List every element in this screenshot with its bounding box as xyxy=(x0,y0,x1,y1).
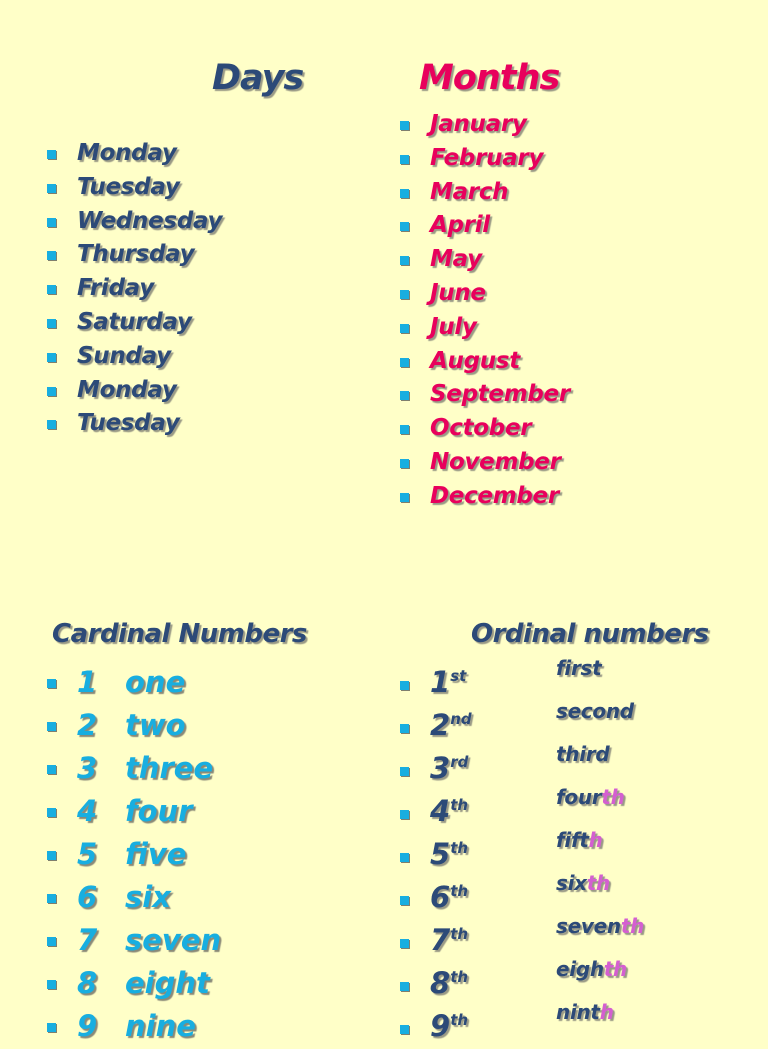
day-label: Monday xyxy=(77,376,177,403)
cardinal-digit: 9 xyxy=(77,1009,98,1043)
month-label: August xyxy=(430,347,520,374)
bullet-icon xyxy=(400,121,409,130)
ordinal-word-base: seven xyxy=(556,914,621,938)
ordinal-digit: 5 xyxy=(430,837,451,871)
ordinal-suffix: st xyxy=(450,667,467,685)
cardinal-digit: 3 xyxy=(77,751,98,785)
bullet-icon xyxy=(47,765,56,774)
ordinal-word-base: third xyxy=(556,742,610,766)
month-label: October xyxy=(430,415,532,442)
cardinal-digit: 8 xyxy=(77,966,98,1000)
month-label: April xyxy=(430,212,490,239)
list-item xyxy=(400,108,570,142)
ordinal-word-suffix: th xyxy=(603,957,627,981)
days-heading: Days xyxy=(212,58,304,98)
ordinal-word xyxy=(556,955,627,983)
bullet-icon xyxy=(400,324,409,333)
month-label: May xyxy=(430,246,482,273)
ordinal-suffix: nd xyxy=(450,710,472,728)
day-label: Monday xyxy=(77,140,177,166)
list-item xyxy=(400,1000,740,1049)
list-item xyxy=(47,704,367,747)
list-item xyxy=(47,272,222,306)
list-item xyxy=(400,176,570,210)
bullet-icon xyxy=(400,358,409,367)
list-item xyxy=(47,407,222,441)
ordinal-suffix: th xyxy=(450,882,469,900)
ordinal-number xyxy=(430,666,466,698)
cardinal-digit: 6 xyxy=(77,880,98,914)
list-item xyxy=(47,374,222,408)
bullet-icon xyxy=(47,937,56,946)
list-item xyxy=(400,243,570,277)
bullet-icon xyxy=(400,493,409,502)
list-item xyxy=(400,345,570,379)
cardinal-digit: 4 xyxy=(77,794,98,828)
ordinal-suffix: th xyxy=(450,839,469,857)
ordinal-word xyxy=(556,912,644,940)
list-item xyxy=(47,962,367,1005)
ordinal-digit: 3 xyxy=(430,751,451,785)
ordinal-number xyxy=(430,838,468,870)
ordinal-word-base: second xyxy=(556,699,634,723)
list-item xyxy=(47,833,367,876)
list-item xyxy=(47,790,367,833)
list-item xyxy=(47,661,367,704)
ordinal-digit: 1 xyxy=(430,665,451,699)
day-label: Thursday xyxy=(77,241,195,268)
day-label: Wednesday xyxy=(77,207,223,234)
cardinal-word: six xyxy=(125,880,171,914)
bullet-icon xyxy=(400,724,409,733)
bullet-icon xyxy=(47,679,56,688)
bullet-icon xyxy=(400,222,409,231)
ordinal-suffix: th xyxy=(450,925,469,943)
bullet-icon xyxy=(400,189,409,198)
months-heading: Months xyxy=(419,58,560,98)
bullet-icon xyxy=(400,767,409,776)
cardinal-list xyxy=(47,661,367,1048)
cardinal-word: two xyxy=(125,708,186,742)
bullet-icon xyxy=(400,459,409,468)
bullet-icon xyxy=(400,425,409,434)
month-label: July xyxy=(430,313,477,340)
ordinal-word xyxy=(556,697,634,725)
list-item xyxy=(400,277,570,311)
ordinal-number xyxy=(430,967,468,999)
list-item xyxy=(47,747,367,790)
bullet-icon xyxy=(400,290,409,299)
ordinal-word xyxy=(556,740,609,768)
list-item xyxy=(47,1005,367,1048)
list-item xyxy=(47,238,222,272)
months-list xyxy=(400,108,570,514)
bullet-icon xyxy=(400,1025,409,1034)
bullet-icon xyxy=(47,184,56,193)
ordinal-suffix: th xyxy=(450,968,469,986)
month-label: March xyxy=(430,178,509,205)
list-item xyxy=(47,137,222,171)
list-item xyxy=(47,876,367,919)
list-item xyxy=(47,306,222,340)
ordinal-word-base: first xyxy=(556,656,602,680)
cardinal-word: four xyxy=(125,794,193,828)
ordinal-digit: 9 xyxy=(430,1009,451,1043)
cardinal-digit: 5 xyxy=(77,837,98,871)
ordinal-word-suffix: th xyxy=(586,871,610,895)
day-label: Tuesday xyxy=(77,173,180,200)
bullet-icon xyxy=(400,982,409,991)
ordinal-digit: 7 xyxy=(430,923,451,957)
bullet-icon xyxy=(400,681,409,690)
day-label: Sunday xyxy=(77,342,171,369)
bullet-icon xyxy=(400,256,409,265)
ordinal-digit: 6 xyxy=(430,880,451,914)
ordinal-suffix: th xyxy=(450,1011,469,1029)
ordinal-heading: Ordinal numbers xyxy=(471,619,709,649)
month-label: January xyxy=(430,111,527,137)
ordinal-number xyxy=(430,881,468,913)
cardinal-digit: 7 xyxy=(77,923,98,957)
bullet-icon xyxy=(47,1023,56,1032)
list-item xyxy=(400,446,570,480)
bullet-icon xyxy=(47,420,56,429)
cardinal-word: seven xyxy=(125,923,222,957)
bullet-icon xyxy=(47,251,56,260)
ordinal-word-suffix: th xyxy=(620,914,645,938)
ordinal-suffix: th xyxy=(450,796,469,814)
ordinal-word-suffix: h xyxy=(599,1000,614,1024)
bullet-icon xyxy=(47,808,56,817)
ordinal-word-suffix: h xyxy=(588,828,603,852)
day-label: Saturday xyxy=(77,308,192,335)
cardinal-word: three xyxy=(125,751,214,785)
ordinal-suffix: rd xyxy=(450,753,469,771)
month-label: September xyxy=(430,381,570,408)
day-label: Friday xyxy=(77,275,154,302)
cardinal-word: one xyxy=(125,665,186,699)
ordinal-word-base: four xyxy=(556,785,602,809)
ordinal-list xyxy=(400,656,740,1049)
bullet-icon xyxy=(400,853,409,862)
bullet-icon xyxy=(47,353,56,362)
cardinal-word: nine xyxy=(125,1009,196,1043)
ordinal-number xyxy=(430,709,472,741)
days-list xyxy=(47,137,222,441)
bullet-icon xyxy=(47,150,56,159)
ordinal-number xyxy=(430,752,468,784)
bullet-icon xyxy=(47,319,56,328)
cardinal-word: five xyxy=(125,837,187,871)
bullet-icon xyxy=(47,980,56,989)
ordinal-word-base: nint xyxy=(556,1000,600,1024)
list-item xyxy=(400,412,570,446)
ordinal-word xyxy=(556,654,601,682)
cardinal-word: eight xyxy=(125,966,210,1000)
list-item xyxy=(400,142,570,176)
list-item xyxy=(400,378,570,412)
ordinal-word-base: eigh xyxy=(556,957,604,981)
list-item xyxy=(400,480,570,514)
ordinal-number xyxy=(430,924,468,956)
ordinal-digit: 2 xyxy=(430,708,451,742)
ordinal-digit: 4 xyxy=(430,794,451,828)
ordinal-word-base: fift xyxy=(556,828,589,852)
ordinal-word xyxy=(556,998,614,1026)
month-label: November xyxy=(430,448,561,475)
cardinal-heading: Cardinal Numbers xyxy=(52,619,307,649)
list-item xyxy=(400,311,570,345)
list-item xyxy=(47,205,222,239)
bullet-icon xyxy=(47,722,56,731)
bullet-icon xyxy=(47,894,56,903)
ordinal-word-suffix: th xyxy=(601,785,625,809)
day-label: Tuesday xyxy=(77,410,180,437)
ordinal-word xyxy=(556,869,610,897)
ordinal-number xyxy=(430,795,468,827)
list-item xyxy=(47,340,222,374)
bullet-icon xyxy=(47,285,56,294)
month-label: December xyxy=(430,482,559,509)
bullet-icon xyxy=(47,387,56,396)
bullet-icon xyxy=(400,155,409,164)
ordinal-word xyxy=(556,783,625,811)
list-item xyxy=(400,209,570,243)
cardinal-digit: 2 xyxy=(77,708,98,742)
bullet-icon xyxy=(400,939,409,948)
list-item xyxy=(47,919,367,962)
list-item xyxy=(47,171,222,205)
ordinal-word xyxy=(556,826,603,854)
ordinal-number xyxy=(430,1010,468,1042)
bullet-icon xyxy=(400,896,409,905)
cardinal-digit: 1 xyxy=(77,665,98,699)
ordinal-word-base: six xyxy=(556,871,587,895)
bullet-icon xyxy=(400,810,409,819)
bullet-icon xyxy=(400,391,409,400)
month-label: June xyxy=(430,279,486,306)
month-label: February xyxy=(430,144,544,171)
bullet-icon xyxy=(47,218,56,227)
ordinal-digit: 8 xyxy=(430,966,451,1000)
bullet-icon xyxy=(47,851,56,860)
